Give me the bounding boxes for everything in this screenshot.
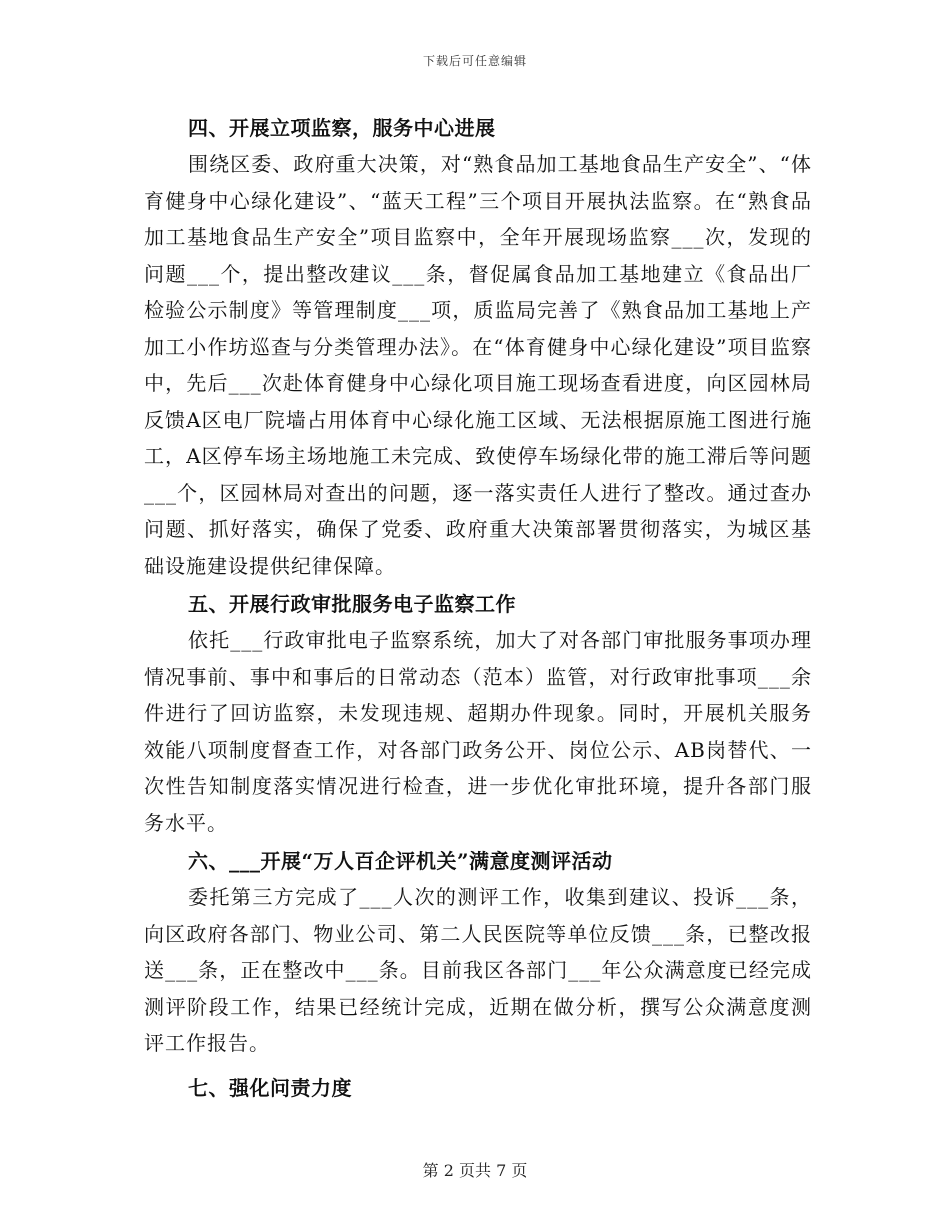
section-heading-6: 六、___开展“万人百企评机关”满意度测评活动 [188,849,613,873]
section-paragraph-5: 依托___行政审批电子监察系统，加大了对各部门审批服务事项办理情况事前、事中和事后的日常动态（范本）监管，对行政审批事项___余件进行了回访监察，未发现违规、超期办件现象。同时，开展机关服务效能八项制度督查工作，对各部门政务公开、岗位公示、AB岗替代、一次性告知制度落实情况进行检查，进一步优化审批环境，提升各部门服务水平。 [144,628,812,835]
page-number-footer: 第 2 页共 7 页 [422,1161,528,1180]
section-paragraph-4: 围绕区委、政府重大决策，对“熟食品加工基地食品生产安全”、“体育健身中心绿化建设”、“蓝天工程”三个项目开展执法监察。在“熟食品加工基地食品生产安全”项目监察中，全年开展现场监察___次，发现的问题___个，提出整改建议___条，督促属食品加工基地建立《食品出厂检验公示制度》等管理制度___项，质监局完善了《熟食品加工基地上产加工小作坊巡查与分类管理办法》。在“体育健身中心绿化建设”项目监察中，先后___次赴体育健身中心绿化项目施工现场查看进度，向区园林局反馈A区电厂院墙占用体育中心绿化施工区域、无法根据原施工图进行施工，A区停车场主场地施工未完成、致使停车场绿化带的施工滞后等问题___个，区园林局对查出的问题，逐一落实责任人进行了整改。通过查办问题、抓好落实，确保了党委、政府重大决策部署贯彻落实，为城区基础设施建设提供纪律保障。 [144,152,812,578]
section-heading-5: 五、开展行政审批服务电子监察工作 [188,592,516,616]
document-body [144,110,812,1106]
page-header-note: 下载后可任意编辑 [422,54,527,68]
section-heading-4: 四、开展立项监察，服务中心进展 [188,116,496,140]
section-heading-7: 七、强化问责力度 [188,1075,352,1100]
section-paragraph-6: 委托第三方完成了___人次的测评工作，收集到建议、投诉___条，向区政府各部门、物业公司、第二人民医院等单位反馈___条，已整改报送___条，正在整改中___条。目前我区各部门___年公众满意度已经完成测评阶段工作，结果已经统计完成，近期在做分析，撰写公众满意度测评工作报告。 [144,885,812,1055]
